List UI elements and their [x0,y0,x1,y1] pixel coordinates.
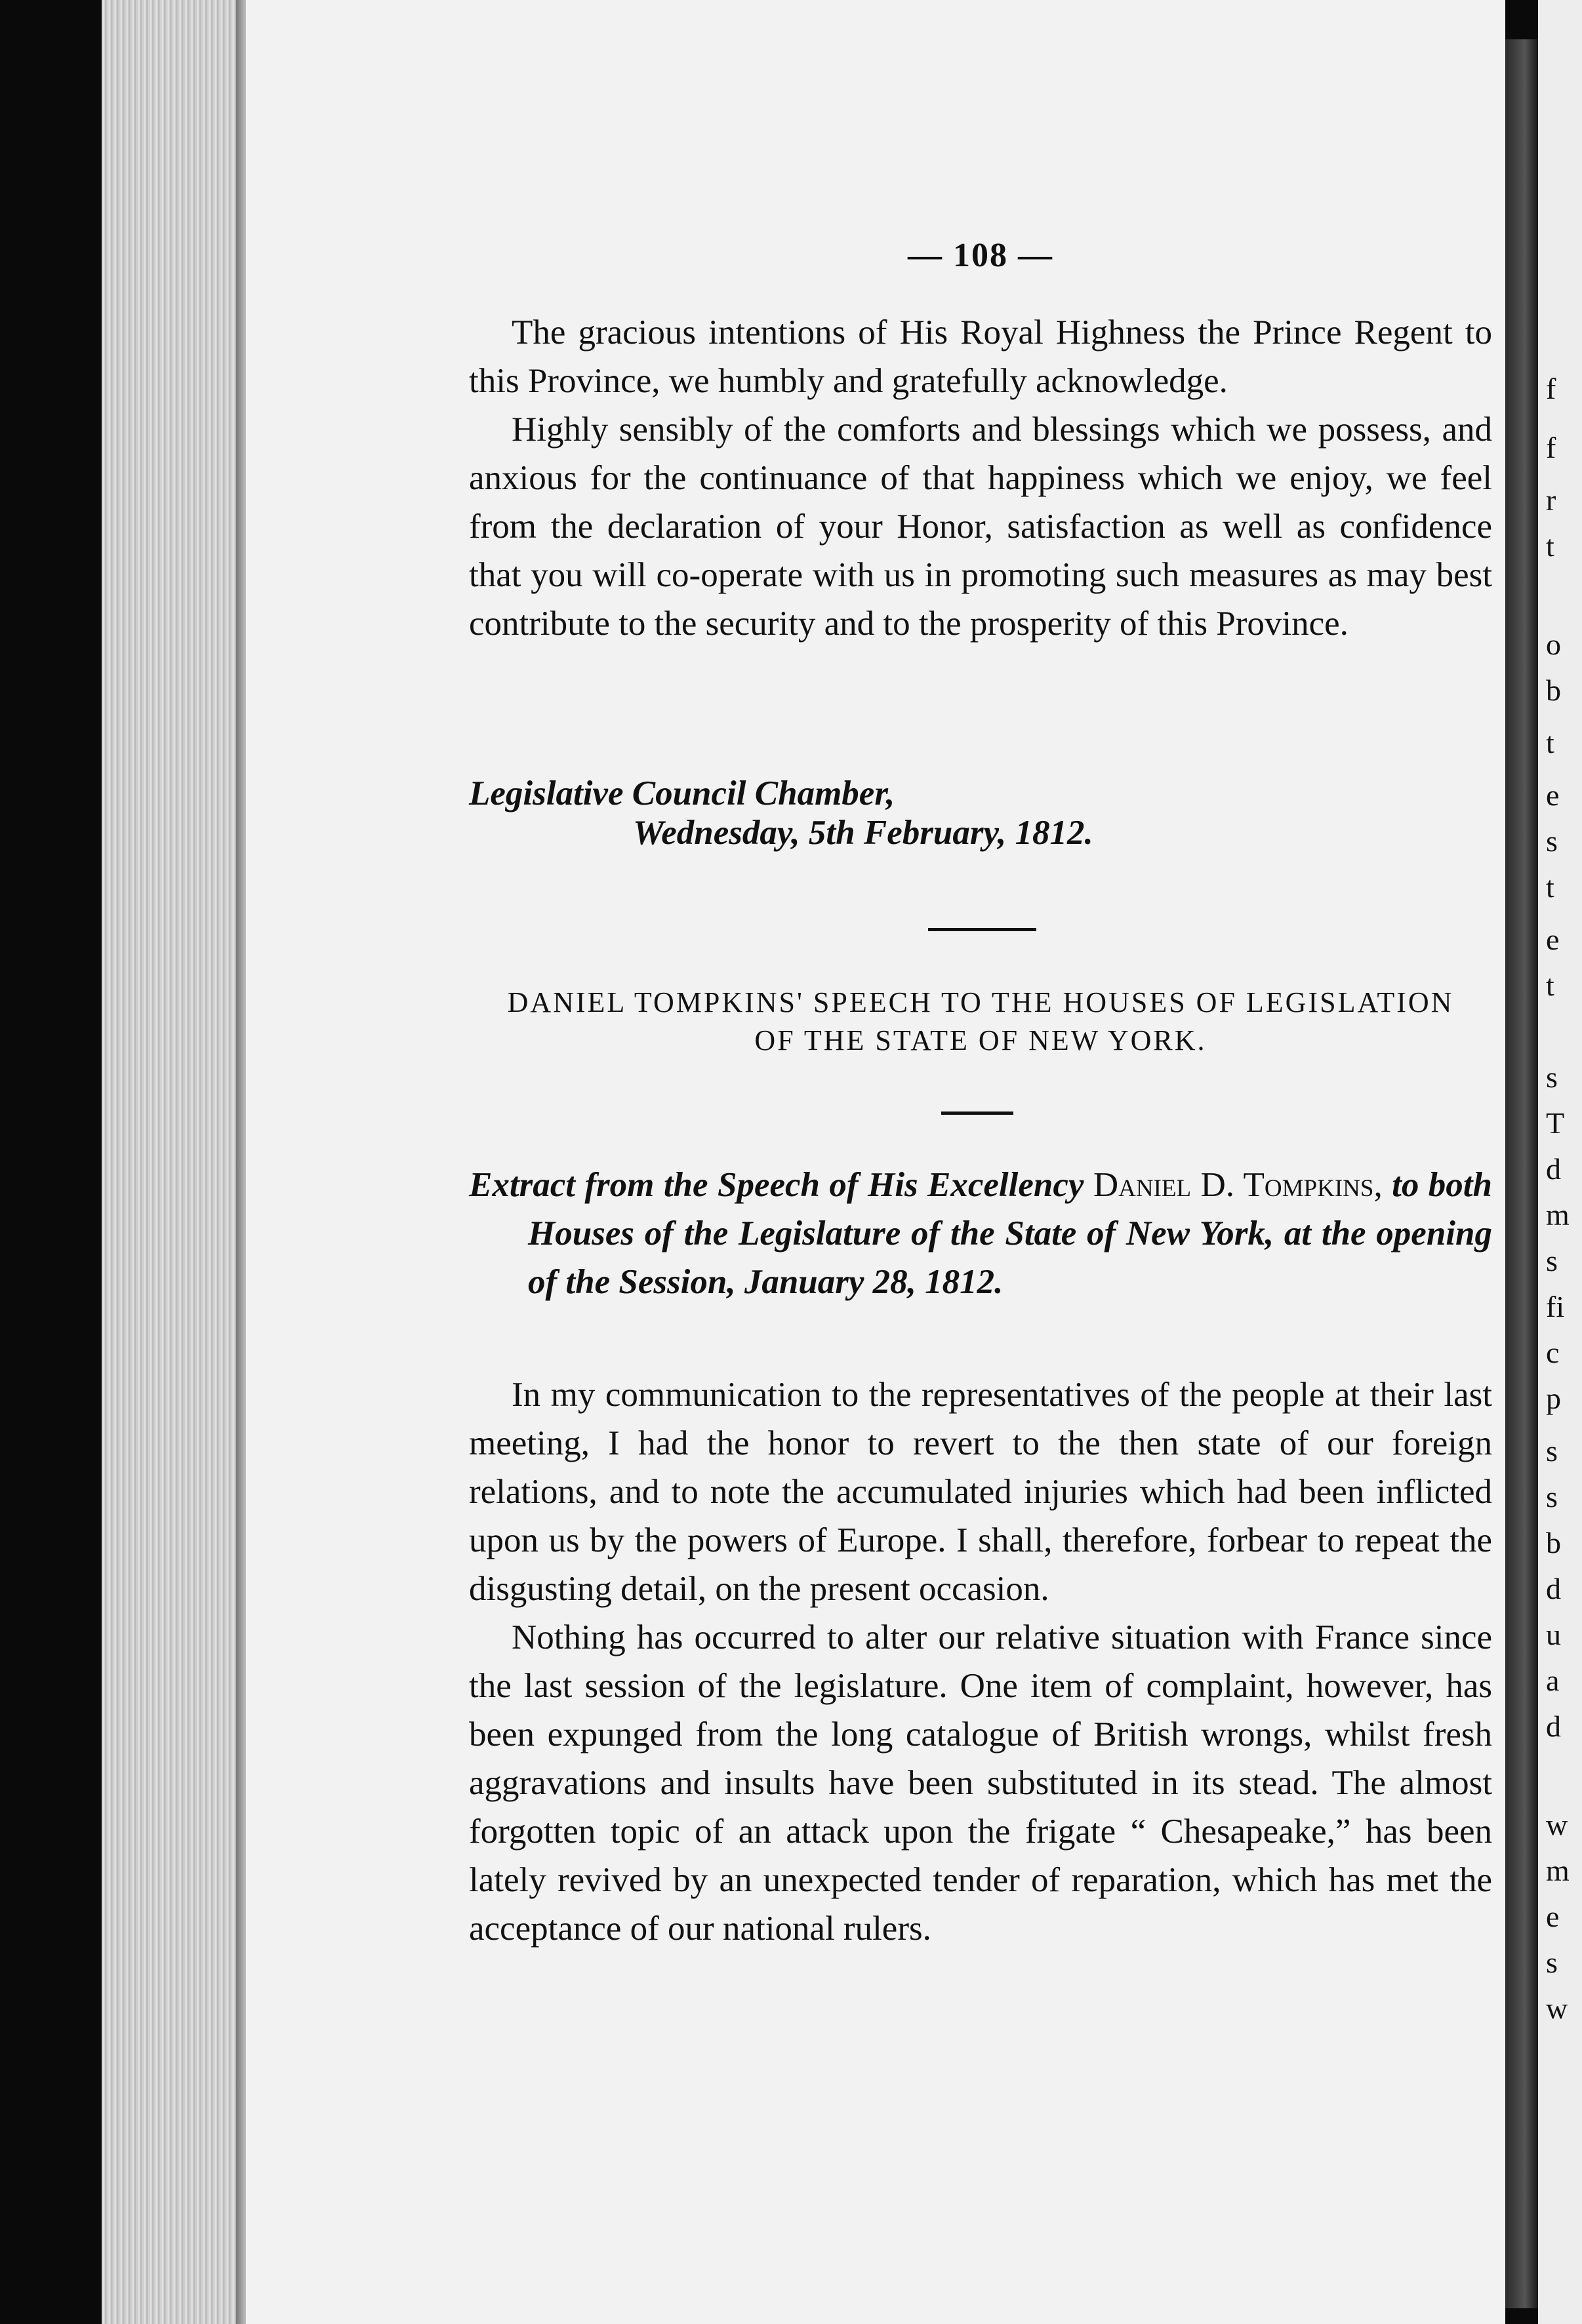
facing-page-fragment: s [1546,1480,1558,1513]
facing-page-fragment: b [1546,1526,1561,1559]
extract-rest: to both Houses of the Legislature of the State of New York, at the opening of the Session, January 28, 1812. [528,1166,1493,1301]
speech-text [469,1371,1492,1953]
signature-block [469,774,1492,852]
facing-page-fragment: d [1546,1152,1561,1186]
extract-name: Daniel D. Tompkins, [1093,1166,1383,1204]
facing-page-fragment: t [1546,870,1554,904]
signature-date: Wednesday, 5th February, 1812. [633,814,1093,852]
extract-note [469,1161,1492,1306]
facing-page-fragment: s [1546,1060,1558,1094]
facing-page-fragment: d [1546,1572,1561,1605]
facing-page-fragment: s [1546,1244,1558,1277]
facing-page-fragment: d [1546,1710,1561,1743]
facing-page-fragment: t [1546,726,1554,759]
facing-page-fragment: s [1546,1946,1558,1979]
section-heading [469,984,1492,1060]
facing-page-fragment: w [1546,1808,1568,1841]
facing-page-fragment: s [1546,1434,1558,1468]
facing-page-fragment: p [1546,1382,1561,1415]
facing-page-fragment: fi [1546,1290,1565,1323]
facing-page-fragment: e [1546,1900,1560,1933]
paragraph: Highly sensibly of the comforts and blessings which we possess, and anxious for the continuance of that happiness which we enjoy, we feel from the declaration of your Honor, satisfaction as well as confidence that you will co-operate with us in promoting such measures as may best contribute to the security and to the prosperity of this Province. [469,411,1492,643]
facing-page-fragment: t [1546,529,1554,563]
facing-page-fragment: t [1546,969,1554,1002]
signature-place: Legislative Council Chamber, [469,774,895,812]
divider-rule [941,1112,1013,1115]
facing-page-fragment: w [1546,1992,1568,2025]
heading-line: OF THE STATE OF NEW YORK. [754,1024,1207,1056]
opening-text [469,308,1492,648]
facing-page-fragment: u [1546,1618,1561,1651]
heading-line: DANIEL TOMPKINS' SPEECH TO THE HOUSES OF LEGISLATION [507,986,1454,1018]
book-gutter [1505,39,1538,2308]
book-fore-edge [102,0,239,2324]
facing-page-fragment: m [1546,1198,1570,1232]
facing-page-fragment: T [1546,1106,1565,1140]
facing-page-fragment: b [1546,673,1561,707]
facing-page-fragment: o [1546,628,1561,661]
facing-page-fragment: r [1546,483,1556,517]
facing-page-fragment: c [1546,1336,1560,1369]
divider-rule [928,928,1036,931]
paragraph: The gracious intentions of His Royal Highness the Prince Regent to this Province, we humbly and gratefully acknowledge. [469,313,1492,400]
paragraph: Nothing has occurred to alter our relative situation with France since the last session of the legislature. One item of complaint, however, has been expunged from the long catalogue of British wrongs, whilst fresh aggravations and insults have been substituted in its stead. The almost forgotten topic of an attack upon the frigate “ Chesapeake,” has been lately revived by an unexpected tender of reparation, which has met the acceptance of our national rulers. [469,1618,1492,1948]
extract-lead: Extract from the Speech of His Excellency [469,1166,1084,1204]
page-number: — 108 — [908,237,1053,274]
facing-page-fragment: s [1546,824,1558,858]
facing-page-fragment: m [1546,1854,1570,1887]
facing-page-fragment: f [1546,431,1556,464]
facing-page-fragment: e [1546,923,1560,956]
facing-page-fragment: a [1546,1664,1560,1697]
paragraph: In my communication to the representatives of the people at their last meeting, I had the honor to revert to the then state of our foreign relations, and to note the accumulated injuries which had been inflicted upon us by the powers of Europe. I shall, therefore, forbear to repeat the disgusting detail, on the present occasion. [469,1376,1492,1608]
facing-page-fragment: f [1546,372,1556,405]
facing-page-edge [1538,0,1582,2324]
facing-page-fragment: e [1546,778,1560,812]
